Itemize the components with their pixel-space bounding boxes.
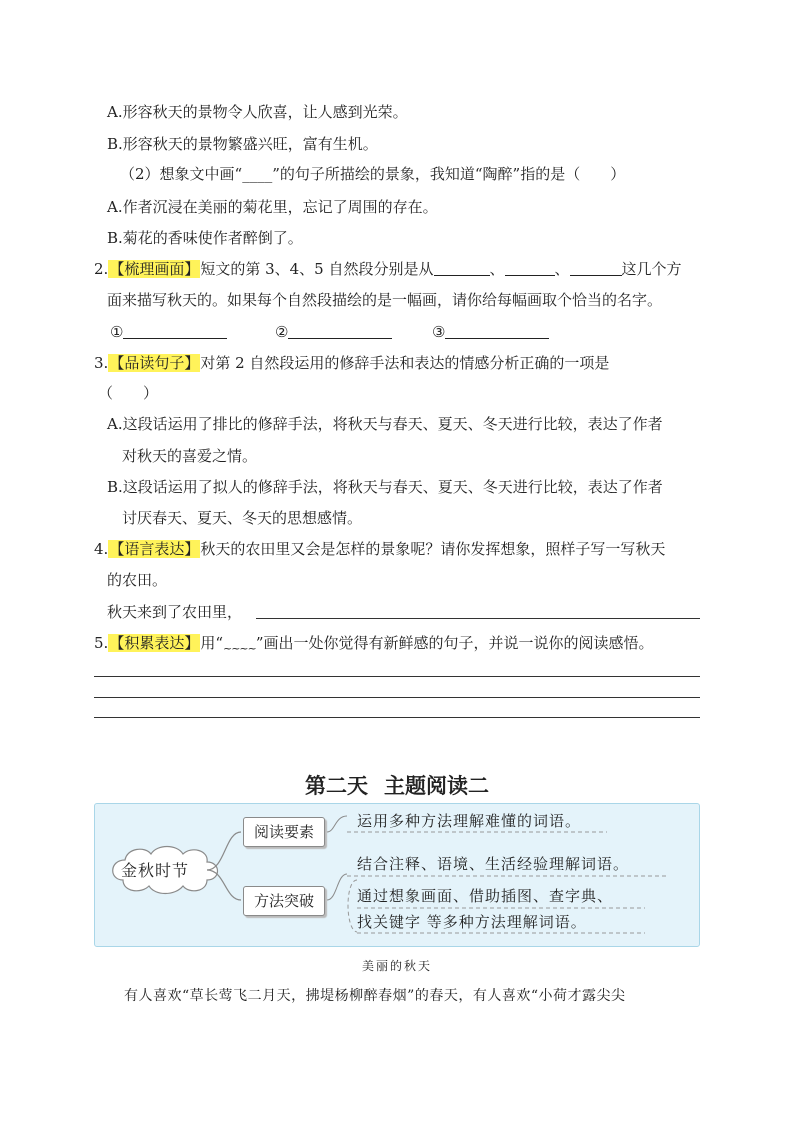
q3-text1: 对第 2 自然段运用的修辞手法和表达的情感分析正确的一项是 — [200, 354, 610, 372]
q2-number: 2. — [94, 260, 109, 278]
q2-blank-2[interactable] — [505, 259, 555, 276]
q2-name-blank-1[interactable] — [123, 322, 227, 339]
q2-mark-3: ③ — [432, 323, 446, 341]
q1-option-b1: B.形容秋天的景物繁盛兴旺，富有生机。 — [107, 135, 378, 153]
q4-answer-line[interactable] — [256, 618, 700, 619]
q3-number: 3. — [94, 354, 109, 372]
section-title — [0, 770, 794, 800]
q3-option-a-line2: 对秋天的喜爱之情。 — [122, 447, 258, 465]
mind-map-root: 金秋时节 — [121, 861, 190, 880]
q4-prompt: 秋天来到了农田里， — [107, 603, 243, 621]
q2-name-row — [110, 321, 549, 343]
article-title: 美丽的秋天 — [361, 959, 432, 973]
section-title-day: 第二天 — [305, 774, 368, 798]
q3-option-b-line1: B.这段话运用了拟人的修辞手法，将秋天与春天、夏天、冬天进行比较，表达了作者 — [107, 478, 663, 496]
q1-option-a2: A.作者沉浸在美丽的菊花里，忘记了周围的存在。 — [107, 198, 438, 216]
q1-option-a1: A.形容秋天的景物令人欣喜，让人感到光荣。 — [107, 103, 408, 121]
q2-name-blank-3[interactable] — [445, 322, 549, 339]
mind-map-branch-method-text-1: 结合注释、语境、生活经验理解词语。 — [357, 855, 630, 873]
mind-map-branch-method-text-3: 找关键字 等多种方法理解词语。 — [357, 913, 587, 931]
q4-text1: 秋天的农田里又会是怎样的景象呢？请你发挥想象，照样子写一写秋天 — [200, 540, 666, 558]
q3-answer-paren[interactable]: （ ） — [98, 384, 159, 402]
q4-tag: 【语言表达】 — [109, 540, 200, 558]
q5-answer-line-2[interactable] — [94, 697, 700, 698]
q5-text-b: ”画出一处你觉得有新鲜感的句子，并说一说你的阅读感悟。 — [255, 634, 654, 652]
q4-line2: 的农田。 — [107, 571, 168, 589]
q2-tag: 【梳理画面】 — [109, 260, 200, 278]
q5-wavy-mark: ~~~~ — [223, 642, 256, 655]
mind-map-branch-reading-text: 运用多种方法理解难懂的词语。 — [357, 812, 582, 830]
q5-line1 — [94, 632, 654, 660]
q2-blank-3[interactable] — [570, 259, 622, 276]
q2-name-blank-2[interactable] — [288, 322, 392, 339]
mind-map-branch-method: 方法突破 — [243, 886, 325, 916]
mind-map-branch-reading: 阅读要素 — [243, 817, 325, 847]
q2-line2: 面来描写秋天的。如果每个自然段描绘的是一幅画，请你给每幅画取个恰当的名字。 — [107, 291, 663, 309]
q2-line1 — [94, 258, 682, 280]
q2-text1: 短文的第 3、4、5 自然段分别是从 — [200, 260, 434, 278]
q5-answer-line-1[interactable] — [94, 676, 700, 677]
q1-sub2: （2）想象文中画“____”的句子所描绘的景象，我知道“陶醉”指的是（ ） — [120, 165, 626, 183]
q4-number: 4. — [94, 540, 109, 558]
q3-tag: 【品读句子】 — [109, 354, 200, 372]
q2-mark-2: ② — [275, 323, 289, 341]
q5-number: 5. — [94, 634, 109, 652]
q5-text-a: 用“ — [200, 634, 223, 652]
q2-sep: 、 — [489, 260, 505, 278]
q1-option-b2: B.菊花的香味使作者醉倒了。 — [107, 229, 303, 247]
q2-blank-1[interactable] — [434, 259, 490, 276]
q3-option-b-line2: 讨厌春天、夏天、冬天的思想感情。 — [122, 509, 363, 527]
section-title-theme: 主题阅读二 — [384, 774, 489, 798]
q2-text2: 这几个方 — [621, 260, 682, 278]
q2-mark-1: ① — [110, 323, 124, 341]
mind-map-branch-method-text-2: 通过想象画面、借助插图、查字典、 — [357, 887, 614, 905]
q5-answer-line-3[interactable] — [94, 717, 700, 718]
q2-sep: 、 — [554, 260, 570, 278]
q4-line1 — [94, 538, 665, 560]
q5-tag: 【积累表达】 — [109, 634, 200, 652]
q3-line1 — [94, 352, 609, 374]
mind-map — [94, 803, 700, 947]
q3-option-a-line1: A.这段话运用了排比的修辞手法，将秋天与春天、夏天、冬天进行比较，表达了作者 — [107, 415, 663, 433]
article-line-1: 有人喜欢“草长莺飞二月天，拂堤杨柳醉春烟”的春天，有人喜欢“小荷才露尖尖 — [124, 988, 626, 1004]
